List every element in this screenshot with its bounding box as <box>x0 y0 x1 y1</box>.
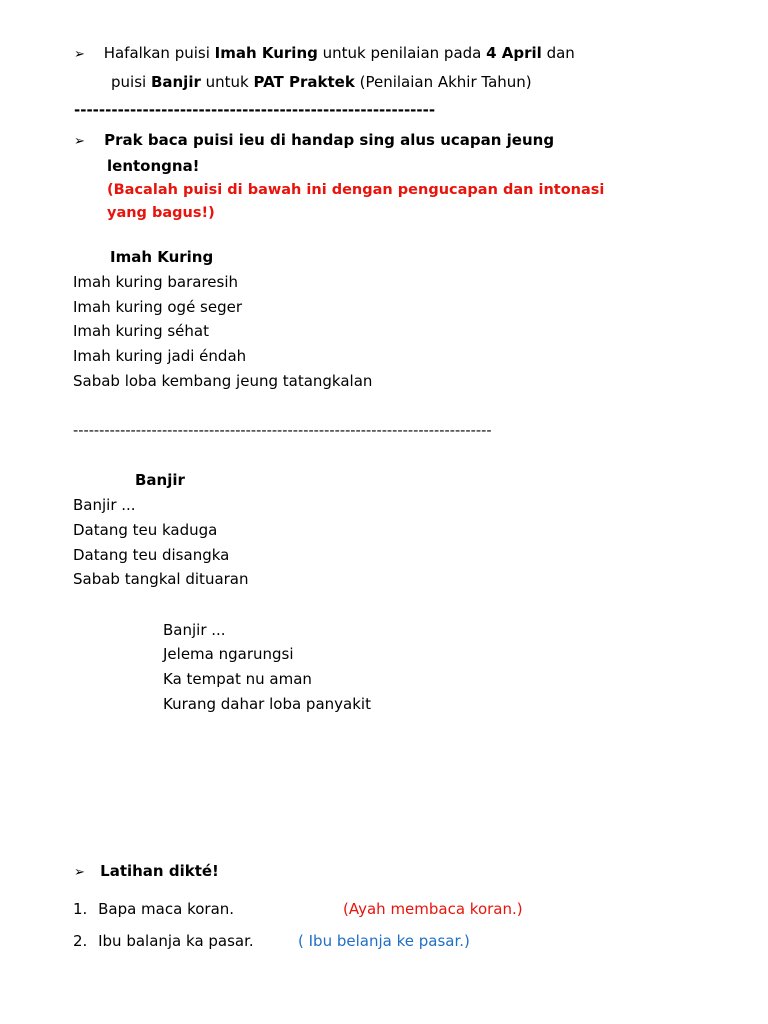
instruction-text: Prak baca puisi ieu di handap sing alus ucapan jeung <box>104 131 555 149</box>
poem1-title: Imah Kuring <box>110 248 214 266</box>
dictation-heading <box>74 861 219 883</box>
intro-text: untuk penilaian pada <box>317 44 487 62</box>
item-text: Bapa maca koran. <box>98 900 235 918</box>
poem2-line: Jelema ngarungsi <box>163 645 294 663</box>
intro-text: dan <box>541 44 575 62</box>
item-number: 2. <box>73 932 88 950</box>
poem1-line: Sabab loba kembang jeung tatangkalan <box>73 372 373 390</box>
poem2-line: Kurang dahar loba panyakit <box>163 695 371 713</box>
item-translation: (Ayah membaca koran.) <box>343 900 523 918</box>
poem2-line: Sabab tangkal dituaran <box>73 570 249 588</box>
poem1-line: Imah kuring séhat <box>73 322 209 340</box>
item-translation: ( Ibu belanja ke pasar.) <box>298 932 470 950</box>
intro-text: (Penilaian Akhir Tahun) <box>354 73 532 91</box>
instruction-line-1 <box>74 130 554 152</box>
intro-text: puisi <box>111 73 151 91</box>
instruction-translation-1: (Bacalah puisi di bawah ini dengan pengucapan dan intonasi <box>107 182 605 198</box>
intro-line-2 <box>111 72 532 92</box>
item-number: 1. <box>73 900 88 918</box>
item-text: Ibu balanja ka pasar. <box>98 932 254 950</box>
poem1-line: Imah kuring jadi éndah <box>73 347 247 365</box>
poem2-line: Ka tempat nu aman <box>163 670 312 688</box>
dictation-item <box>73 899 234 919</box>
separator-long: -------------------------------------------------------------------------------- <box>73 423 492 439</box>
exam-name: PAT Praktek <box>253 73 355 91</box>
instruction-line-2: lentongna! <box>107 157 200 175</box>
arrowhead-bullet-icon: ➢ <box>74 47 85 62</box>
poem2-line: Banjir ... <box>163 621 226 639</box>
poem2-title: Banjir <box>135 471 185 489</box>
dictation-heading-text: Latihan dikté! <box>100 862 219 880</box>
poem-name: Banjir <box>150 73 201 91</box>
instruction-translation-2: yang bagus!) <box>107 205 215 221</box>
poem2-line: Banjir ... <box>73 496 136 514</box>
intro-text: untuk <box>200 73 254 91</box>
poem-name: Imah Kuring <box>214 44 318 62</box>
poem1-line: Imah kuring ogé seger <box>73 298 243 316</box>
arrowhead-bullet-icon: ➢ <box>74 134 85 149</box>
intro-line-1 <box>74 43 575 65</box>
date-text: 4 April <box>486 44 542 62</box>
poem1-line: Imah kuring bararesih <box>73 273 238 291</box>
poem2-line: Datang teu disangka <box>73 546 230 564</box>
intro-text: Hafalkan puisi <box>103 44 215 62</box>
separator-bold: ---------------------------------------------------------- <box>74 101 436 119</box>
dictation-item <box>73 931 254 951</box>
arrowhead-bullet-icon: ➢ <box>74 865 85 880</box>
poem2-line: Datang teu kaduga <box>73 521 218 539</box>
